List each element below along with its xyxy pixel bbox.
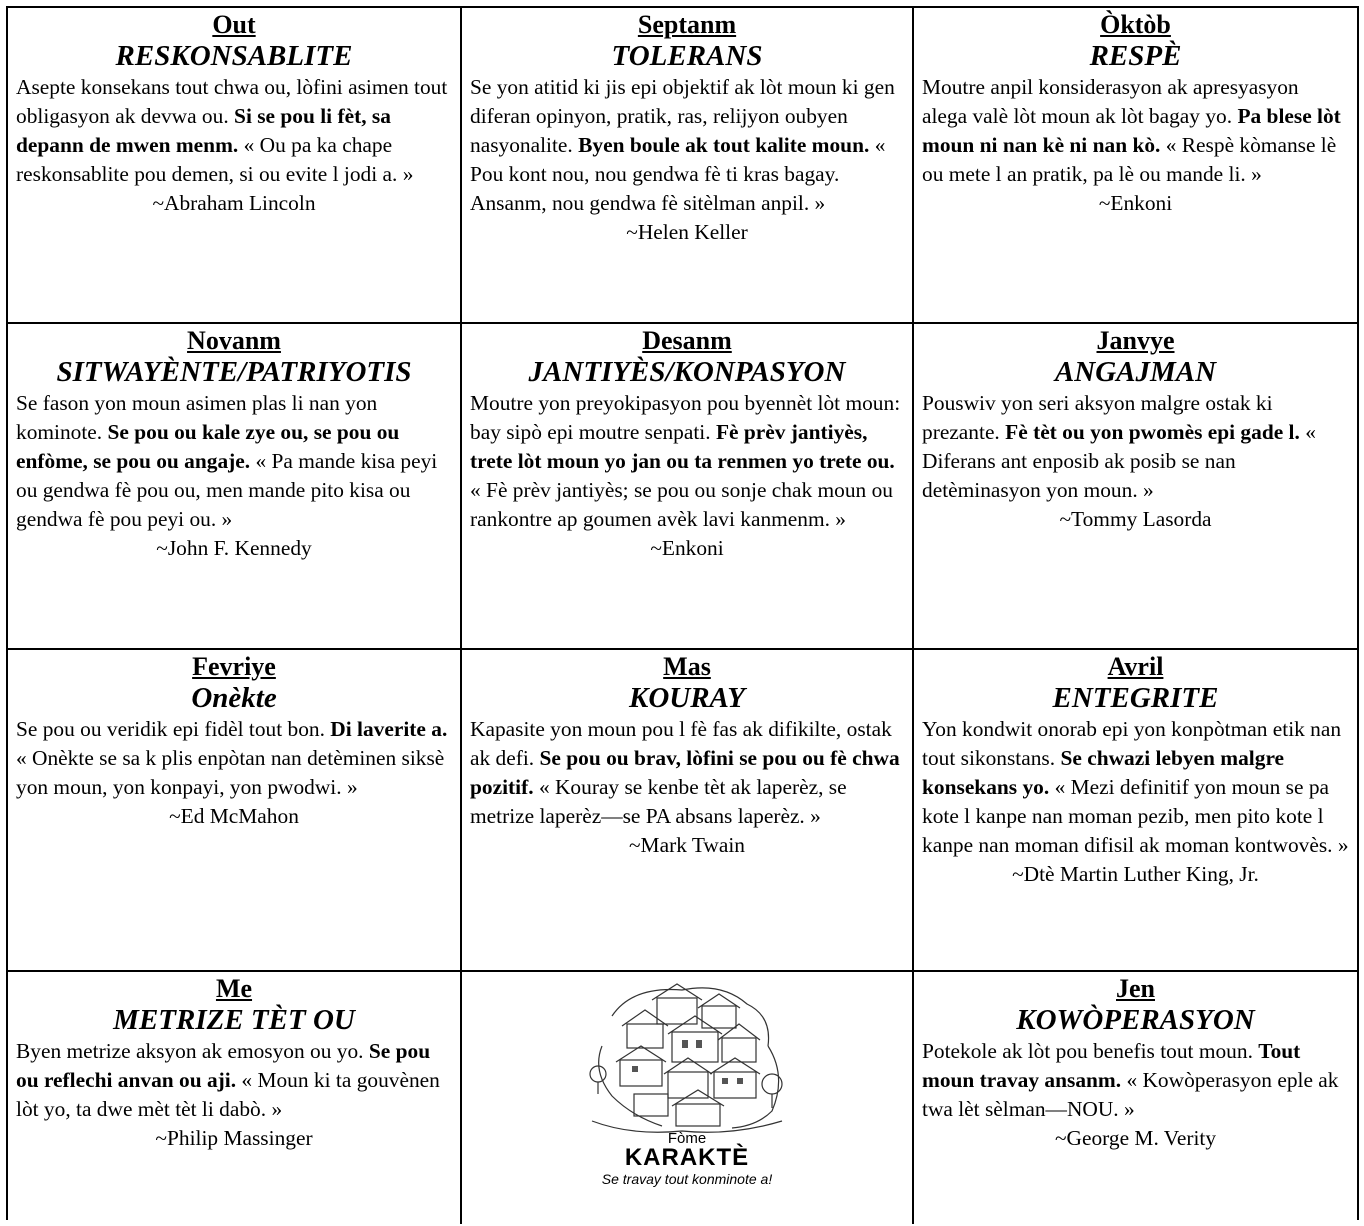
- intro-text: Potekole ak lòt pou benefis tout moun.: [922, 1039, 1253, 1063]
- bold-motto: Si se pou li fèt, sa depann de mwen menm.: [16, 104, 391, 157]
- quote-author: ~Abraham Lincoln: [152, 191, 316, 215]
- bold-motto: Byen boule ak tout kalite moun.: [578, 133, 870, 157]
- trait-title: RESKONSABLITE: [115, 40, 353, 72]
- trait-title: METRIZE TÈT OU: [113, 1004, 355, 1036]
- trait-title: RESPÈ: [1089, 40, 1182, 72]
- quote-author: ~John F. Kennedy: [156, 536, 312, 560]
- trait-description: [922, 715, 1349, 860]
- month-title: Desanm: [642, 326, 732, 355]
- trait-description: [16, 389, 452, 534]
- quote-text: « Pou kont nou, nou gendwa fè ti kras bagay. Ansanm, nou gendwa fè sitèlman anpil. »: [470, 133, 886, 215]
- cell-avril: [914, 650, 1357, 972]
- quote-text: « Mezi definitif yon moun se pa kote l kanpe nan moman pezib, men pito kote l kanpe nan moman difisil ak moman kontwovès. »: [922, 775, 1349, 857]
- bold-motto: Fè tèt ou yon pwomès epi gade l.: [1005, 420, 1300, 444]
- month-title: Jen: [1116, 974, 1155, 1003]
- intro-text: Yon kondwit onorab epi yon konpòtman etik nan tout sikonstans.: [922, 717, 1342, 770]
- trait-description: [16, 73, 452, 189]
- intro-text: Se pou ou veridik epi fidèl tout bon.: [16, 717, 325, 741]
- intro-text: Moutre anpil konsiderasyon ak apresyasyon alega valè lòt moun ak lòt bagay yo.: [922, 75, 1299, 128]
- cell-fevriye: [8, 650, 462, 972]
- quote-author: ~Tommy Lasorda: [1059, 507, 1212, 531]
- bold-motto: Pa blese lòt moun ni nan kè ni nan kò.: [922, 104, 1341, 157]
- quote-text: « Kouray se kenbe tèt ak laperèz, se metrize laperèz—se PA absans laperèz. »: [470, 775, 847, 828]
- trait-title: ENTEGRITE: [1052, 682, 1219, 714]
- trait-description: [470, 73, 904, 218]
- cell-out: [8, 8, 462, 324]
- bold-motto: Se pou ou kale zye ou, se pou ou enfòme, se pou ou angaje.: [16, 420, 400, 473]
- trait-title: Onèkte: [191, 682, 277, 714]
- trait-description: [922, 1037, 1349, 1124]
- quote-author: ~Ed McMahon: [169, 804, 299, 828]
- month-title: Fevriye: [192, 652, 276, 681]
- month-title: Janvye: [1096, 326, 1175, 355]
- quote-text: « Onèkte se sa k plis enpòtan nan detèminen siksè yon moun, yon konpayi, yon pwodwi. »: [16, 746, 445, 799]
- quote-author: ~Dtè Martin Luther King, Jr.: [1012, 862, 1259, 886]
- quote-text: « Moun ki ta gouvènen lòt yo, ta dwe mèt tèt li dabò. »: [16, 1068, 440, 1121]
- bold-motto: Se pou ou brav, lòfini se pou ou fè chwa pozitif.: [470, 746, 900, 799]
- cell-novanm: [8, 324, 462, 650]
- cell-me: [8, 972, 462, 1224]
- quote-text: « Pa mande kisa peyi ou gendwa fè pou ou, men mande pito kisa ou gendwa fè pou peyi ou. »: [16, 449, 438, 531]
- trait-title: ANGAJMAN: [1054, 356, 1217, 388]
- trait-description: [470, 389, 904, 534]
- bold-motto: Fè prèv jantiyès, trete lòt moun yo jan ou ta renmen yo trete ou.: [470, 420, 895, 473]
- trait-title: KOWÒPERASYON: [1016, 1004, 1255, 1036]
- logo-title: KARAKTÈ: [624, 1144, 750, 1171]
- month-title: Novanm: [187, 326, 281, 355]
- quote-text: « Respè kòmanse lè ou mete l an pratik, pa lè ou mande li. »: [922, 133, 1337, 186]
- trait-description: [470, 715, 904, 831]
- intro-text: Pouswiv yon seri aksyon malgre ostak ki prezante.: [922, 391, 1273, 444]
- trait-description: [922, 73, 1349, 189]
- quote-author: ~Enkoni: [1098, 191, 1173, 215]
- logo-tagline: Se travay tout konminote a!: [601, 1171, 773, 1187]
- month-title: Òktòb: [1100, 10, 1171, 39]
- bold-motto: Di laverite a.: [330, 717, 448, 741]
- quote-text: « Diferans ant enposib ak posib se nan detèminasyon yon moun. »: [922, 420, 1316, 502]
- quote-text: « Ou pa ka chape reskonsablite pou demen, si ou evite l jodi a. »: [16, 133, 414, 186]
- month-title: Avril: [1107, 652, 1164, 681]
- quote-text: « Kowòperasyon eple ak twa lèt sèlman—NOU. »: [922, 1068, 1339, 1121]
- month-title: Out: [212, 10, 256, 39]
- logo-cell: [462, 972, 914, 1224]
- cell-jen: [914, 972, 1357, 1224]
- quote-author: ~Enkoni: [650, 536, 724, 560]
- trait-title: KOURAY: [628, 682, 746, 714]
- logo-small-text: Fòme: [667, 1130, 707, 1147]
- quote-author: ~Mark Twain: [628, 833, 746, 857]
- cell-janvye: [914, 324, 1357, 650]
- intro-text: Asepte konsekans tout chwa ou, lòfini asimen tout obligasyon ak devwa ou.: [16, 75, 448, 128]
- intro-text: Byen metrize aksyon ak emosyon ou yo.: [16, 1039, 364, 1063]
- cell-oktob: [914, 8, 1357, 324]
- trait-description: [16, 715, 452, 802]
- month-title: Septanm: [637, 10, 737, 39]
- cell-desanm: [462, 324, 914, 650]
- trait-title: SITWAYÈNTE/PATRIYOTIS: [56, 356, 412, 388]
- quote-author: ~Helen Keller: [626, 220, 748, 244]
- month-title: Mas: [663, 652, 711, 681]
- cell-septanm: [462, 8, 914, 324]
- intro-text: Se yon atitid ki jis epi objektif ak lòt moun ki gen diferan opinyon, pratik, ras, relijyon oubyen nasyonalite.: [470, 75, 895, 157]
- bold-motto: Se chwazi lebyen malgre konsekans yo.: [922, 746, 1285, 799]
- trait-title: JANTIYÈS/KONPASYON: [528, 356, 846, 388]
- quote-text: « Fè prèv jantiyès; se pou ou sonje chak moun ou rankontre ap goumen avèk lavi kanmenm. »: [470, 478, 893, 531]
- bold-motto: Tout moun travay ansanm.: [922, 1039, 1301, 1092]
- cell-mas: [462, 650, 914, 972]
- intro-text: Se fason yon moun asimen plas li nan yon kominote.: [16, 391, 378, 444]
- trait-description: [922, 389, 1349, 505]
- month-title: Me: [215, 974, 253, 1003]
- quote-author: ~George M. Verity: [1054, 1126, 1217, 1150]
- quote-author: ~Philip Massinger: [155, 1126, 313, 1150]
- trait-title: TOLERANS: [611, 40, 763, 72]
- village-illustration: [572, 976, 802, 1146]
- intro-text: Moutre yon preyokipasyon pou byennèt lòt moun: bay sipò epi moutre senpati.: [470, 391, 901, 444]
- trait-description: [16, 1037, 452, 1124]
- intro-text: Kapasite yon moun pou l fè fas ak difikilte, ostak ak defi.: [470, 717, 892, 770]
- character-calendar-grid: [6, 6, 1359, 1220]
- bold-motto: Se pou ou reflechi anvan ou aji.: [16, 1039, 431, 1092]
